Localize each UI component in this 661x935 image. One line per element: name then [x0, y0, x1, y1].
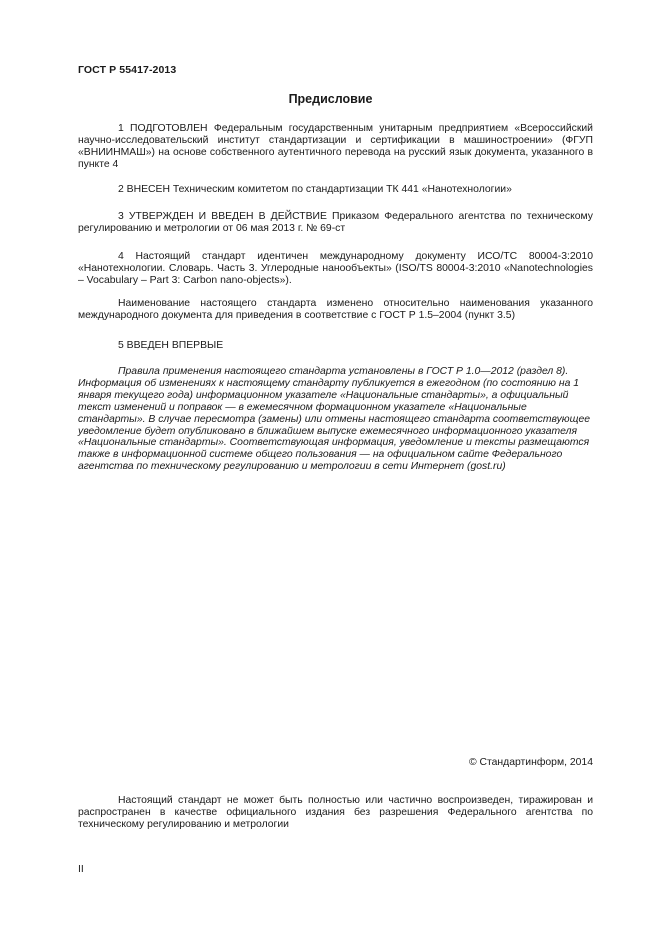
- paragraph-approved: [78, 211, 593, 235]
- paragraph-first-introduced: [78, 340, 593, 352]
- paragraph-text: 5 ВВЕДЕН ВПЕРВЫЕ: [118, 340, 224, 351]
- paragraph-text: 2 ВНЕСЕН Техническим комитетом по стандартизации ТК 441 «Нанотехнологии»: [118, 184, 512, 195]
- notice-text: Правила применения настоящего стандарта установлены в ГОСТ Р 1.0—2012 (раздел 8). Информация об изменениях к настоящему стандарту публикуется в ежегодном (по состоянию на 1 января текущего года) информационном указателе «Национальные стандарты», а официальный текст изменений и поправок — в ежемесячном формационном указателе «Национальные стандарты». В случае пересмотра (замены) или отмены настоящего стандарта соответствующее уведомление будет опубликовано в ближайшем выпуске ежемесячного информационного указателя «Национальные стандарты». Соответствующая информация, уведомление и тексты размещаются также в информационной системе общего пользования — на официальном сайте Федерального агентства по техническому регулированию и метрологии в сети Интернет (gost.ru): [78, 366, 591, 473]
- reproduction-notice: [78, 795, 593, 831]
- paragraph-text: 3 УТВЕРЖДЕН И ВВЕДЕН В ДЕЙСТВИЕ Приказом Федерального агентства по техническому регулированию и метрологии от 06 мая 2013 г. № 69-ст: [78, 211, 593, 234]
- paragraph-introduced-by: [78, 184, 593, 196]
- reproduction-text: Настоящий стандарт не может быть полностью или частично воспроизведен, тиражирован и распространен в качестве официального издания без разрешения Федерального агентства по техническому регулированию и метрологии: [78, 795, 593, 830]
- page-title: Предисловие: [288, 92, 373, 106]
- page-number: II: [78, 864, 84, 875]
- usage-rules-notice: [78, 366, 593, 473]
- copyright: © Стандартинформ, 2014: [468, 757, 593, 768]
- paragraph-prepared-by: [78, 123, 593, 171]
- paragraph-identical: [78, 251, 593, 287]
- standard-id-header: ГОСТ Р 55417-2013: [78, 64, 177, 76]
- paragraph-text: 4 Настоящий стандарт идентичен международному документу ИСО/ТС 80004-3:2010 «Нанотехнологии. Словарь. Часть 3. Углеродные нанообъекты» (ISO/TS 80004-3:2010 «Nanotechnologies – Vocabulary – Part 3: Carbon nano-objects»).: [78, 251, 593, 286]
- paragraph-text: Наименование настоящего стандарта изменено относительно наименования указанного международного документа для приведения в соответствие с ГОСТ Р 1.5–2004 (пункт 3.5): [78, 298, 593, 321]
- paragraph-text: 1 ПОДГОТОВЛЕН Федеральным государственным унитарным предприятием «Всероссийский научно-исследовательский институт стандартизации и сертификации в машиностроении» (ФГУП «ВНИИНМАШ») на основе собственного аутентичного перевода на русский язык документа, указанного в пункте 4: [78, 123, 593, 170]
- paragraph-name-changed: [78, 298, 593, 322]
